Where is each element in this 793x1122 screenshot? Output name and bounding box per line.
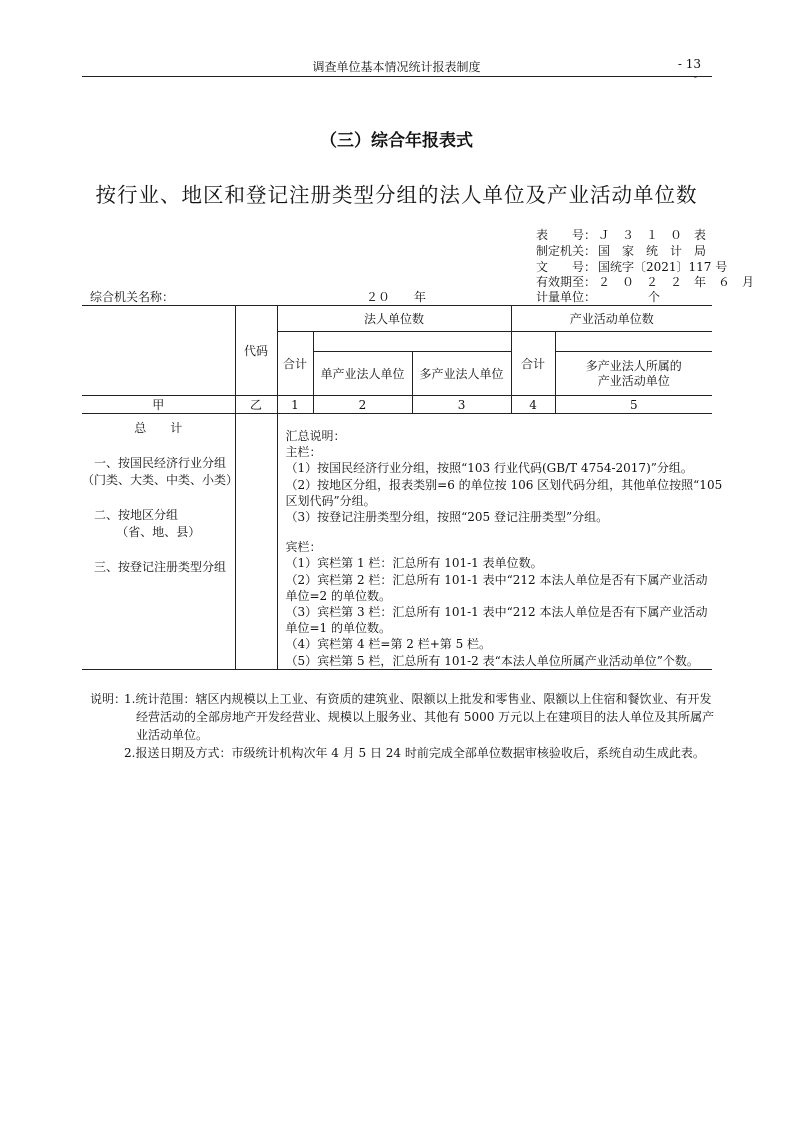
notes-main-title: 主栏： [285, 445, 322, 460]
doc-label: 文 号： [536, 260, 597, 274]
header-row-label-cell [82, 306, 235, 396]
legal-units-header: 法人单位数 [277, 306, 511, 332]
page-number-dash: - [693, 72, 697, 83]
legal-total-header: 合计 [277, 332, 313, 396]
row-labels [82, 414, 239, 670]
single-industry-header: 单产业法人单位 [313, 352, 412, 396]
notes-guest-3a: （3）宾栏第 3 栏：汇总所有 101-1 表中“212 本法人单位是否有下属产业活动 [285, 605, 708, 620]
table-title: 按行业、地区和登记注册类型分组的法人单位及产业活动单位数 [95, 183, 698, 207]
org-label: 制定机关： [536, 244, 597, 258]
notes-main-3: （3）按登记注册类型分组，按照“205 登记注册类型”分组。 [285, 510, 609, 525]
footnote-1a: 1.统计范围：辖区内规模以上工业、有资质的建筑业、限额以上批发和零售业、限额以上住宿和餐饮业、有开发 [124, 692, 712, 706]
index-col-1: 1 [277, 396, 313, 414]
row-total: 总 计 [134, 421, 183, 435]
doc-value: 国统字〔2021〕117 号 [598, 260, 728, 274]
multi-industry-header: 多产业法人单位 [412, 352, 511, 396]
footnote-1b: 经营活动的全部房地产开发经营业、规模以上服务业、其他有 5000 万元以上在建项目的法人单位及其所属产 [136, 710, 715, 724]
row-by-industry-sub: （门类、大类、中类、小类） [82, 473, 239, 487]
notes-title: 汇总说明： [285, 429, 346, 443]
notes-guest-2a: （2）宾栏第 2 栏：汇总所有 101-1 表中“212 本法人单位是否有下属产业活动 [285, 572, 708, 587]
notes-main-1: （1）按国民经济行业分组，按照“103 行业代码(GB/T 4754-2017)”分组。 [285, 461, 693, 476]
notes-guest-5: （5）宾栏第 5 栏，汇总所有 101-2 表“本法人单位所属产业活动单位”个数。 [285, 653, 699, 668]
unit-label: 计量单位： [536, 290, 597, 304]
notes-guest-2b: 单位=2 的单位数。 [285, 588, 392, 603]
notes-guest-title: 宾栏： [285, 540, 322, 555]
index-col-a: 甲 [82, 396, 235, 414]
multi-activity-header-line2: 产业活动单位 [597, 373, 670, 388]
header-rule [82, 76, 712, 77]
legal-subheader-spacer [313, 332, 511, 352]
index-col-3: 3 [412, 396, 511, 414]
code-header: 代码 [235, 306, 277, 396]
index-col-b: 乙 [235, 396, 277, 414]
row-by-region-sub: （省、地、县） [116, 525, 201, 539]
summary-notes [277, 414, 723, 670]
activity-total-header: 合计 [511, 332, 555, 396]
index-col-2: 2 [313, 396, 412, 414]
notes-main-2a: （2）按地区分组，报表类别=6 的单位按 106 区划代码分组，其他单位按照“105 [285, 477, 723, 492]
form-no-value: Ｊ ３ １ ０ 表 [598, 228, 707, 242]
year-label: ２０ 年 [366, 290, 427, 304]
agency-label: 综合机关名称： [90, 290, 175, 304]
notes-main-2b: 区划代码”分组。 [285, 493, 376, 508]
notes-guest-3b: 单位=1 的单位数。 [285, 621, 392, 636]
index-col-5: 5 [555, 396, 712, 414]
org-value: 国 家 统 计 局 [598, 244, 707, 258]
statistics-table [82, 305, 723, 670]
valid-value: ２ ０ ２ ２ 年 ６ 月 [598, 275, 755, 289]
multi-activity-header-line1: 多产业法人所属的 [585, 358, 682, 373]
running-header-title: 调查单位基本情况统计报表制度 [312, 60, 481, 74]
page-number: - 13 [677, 57, 701, 71]
index-col-4: 4 [511, 396, 555, 414]
activity-units-header: 产业活动单位数 [511, 306, 712, 332]
code-body-cell [235, 414, 277, 670]
notes-guest-4: （4）宾栏第 4 栏=第 2 栏+第 5 栏。 [285, 637, 492, 652]
section-title: （三）综合年报表式 [320, 131, 473, 151]
notes-guest-1: （1）宾栏第 1 栏：汇总所有 101-1 表单位数。 [285, 556, 543, 571]
row-by-registration: 三、按登记注册类型分组 [94, 559, 227, 574]
form-no-label: 表 号： [536, 228, 597, 242]
row-by-industry: 一、按国民经济行业分组 [94, 455, 227, 470]
multi-activity-header [555, 352, 712, 396]
footnote-1c: 业活动单位。 [136, 728, 209, 742]
unit-value: 个 [648, 290, 661, 304]
activity-subheader-spacer [555, 332, 712, 352]
row-by-region: 二、按地区分组 [94, 507, 179, 522]
valid-label: 有效期至： [536, 275, 597, 289]
footnote-label: 说明： [90, 692, 127, 706]
footnote-2: 2.报送日期及方式：市级统计机构次年 4 月 5 日 24 时前完成全部单位数据审核验收后，系统自动生成此表。 [124, 746, 705, 760]
